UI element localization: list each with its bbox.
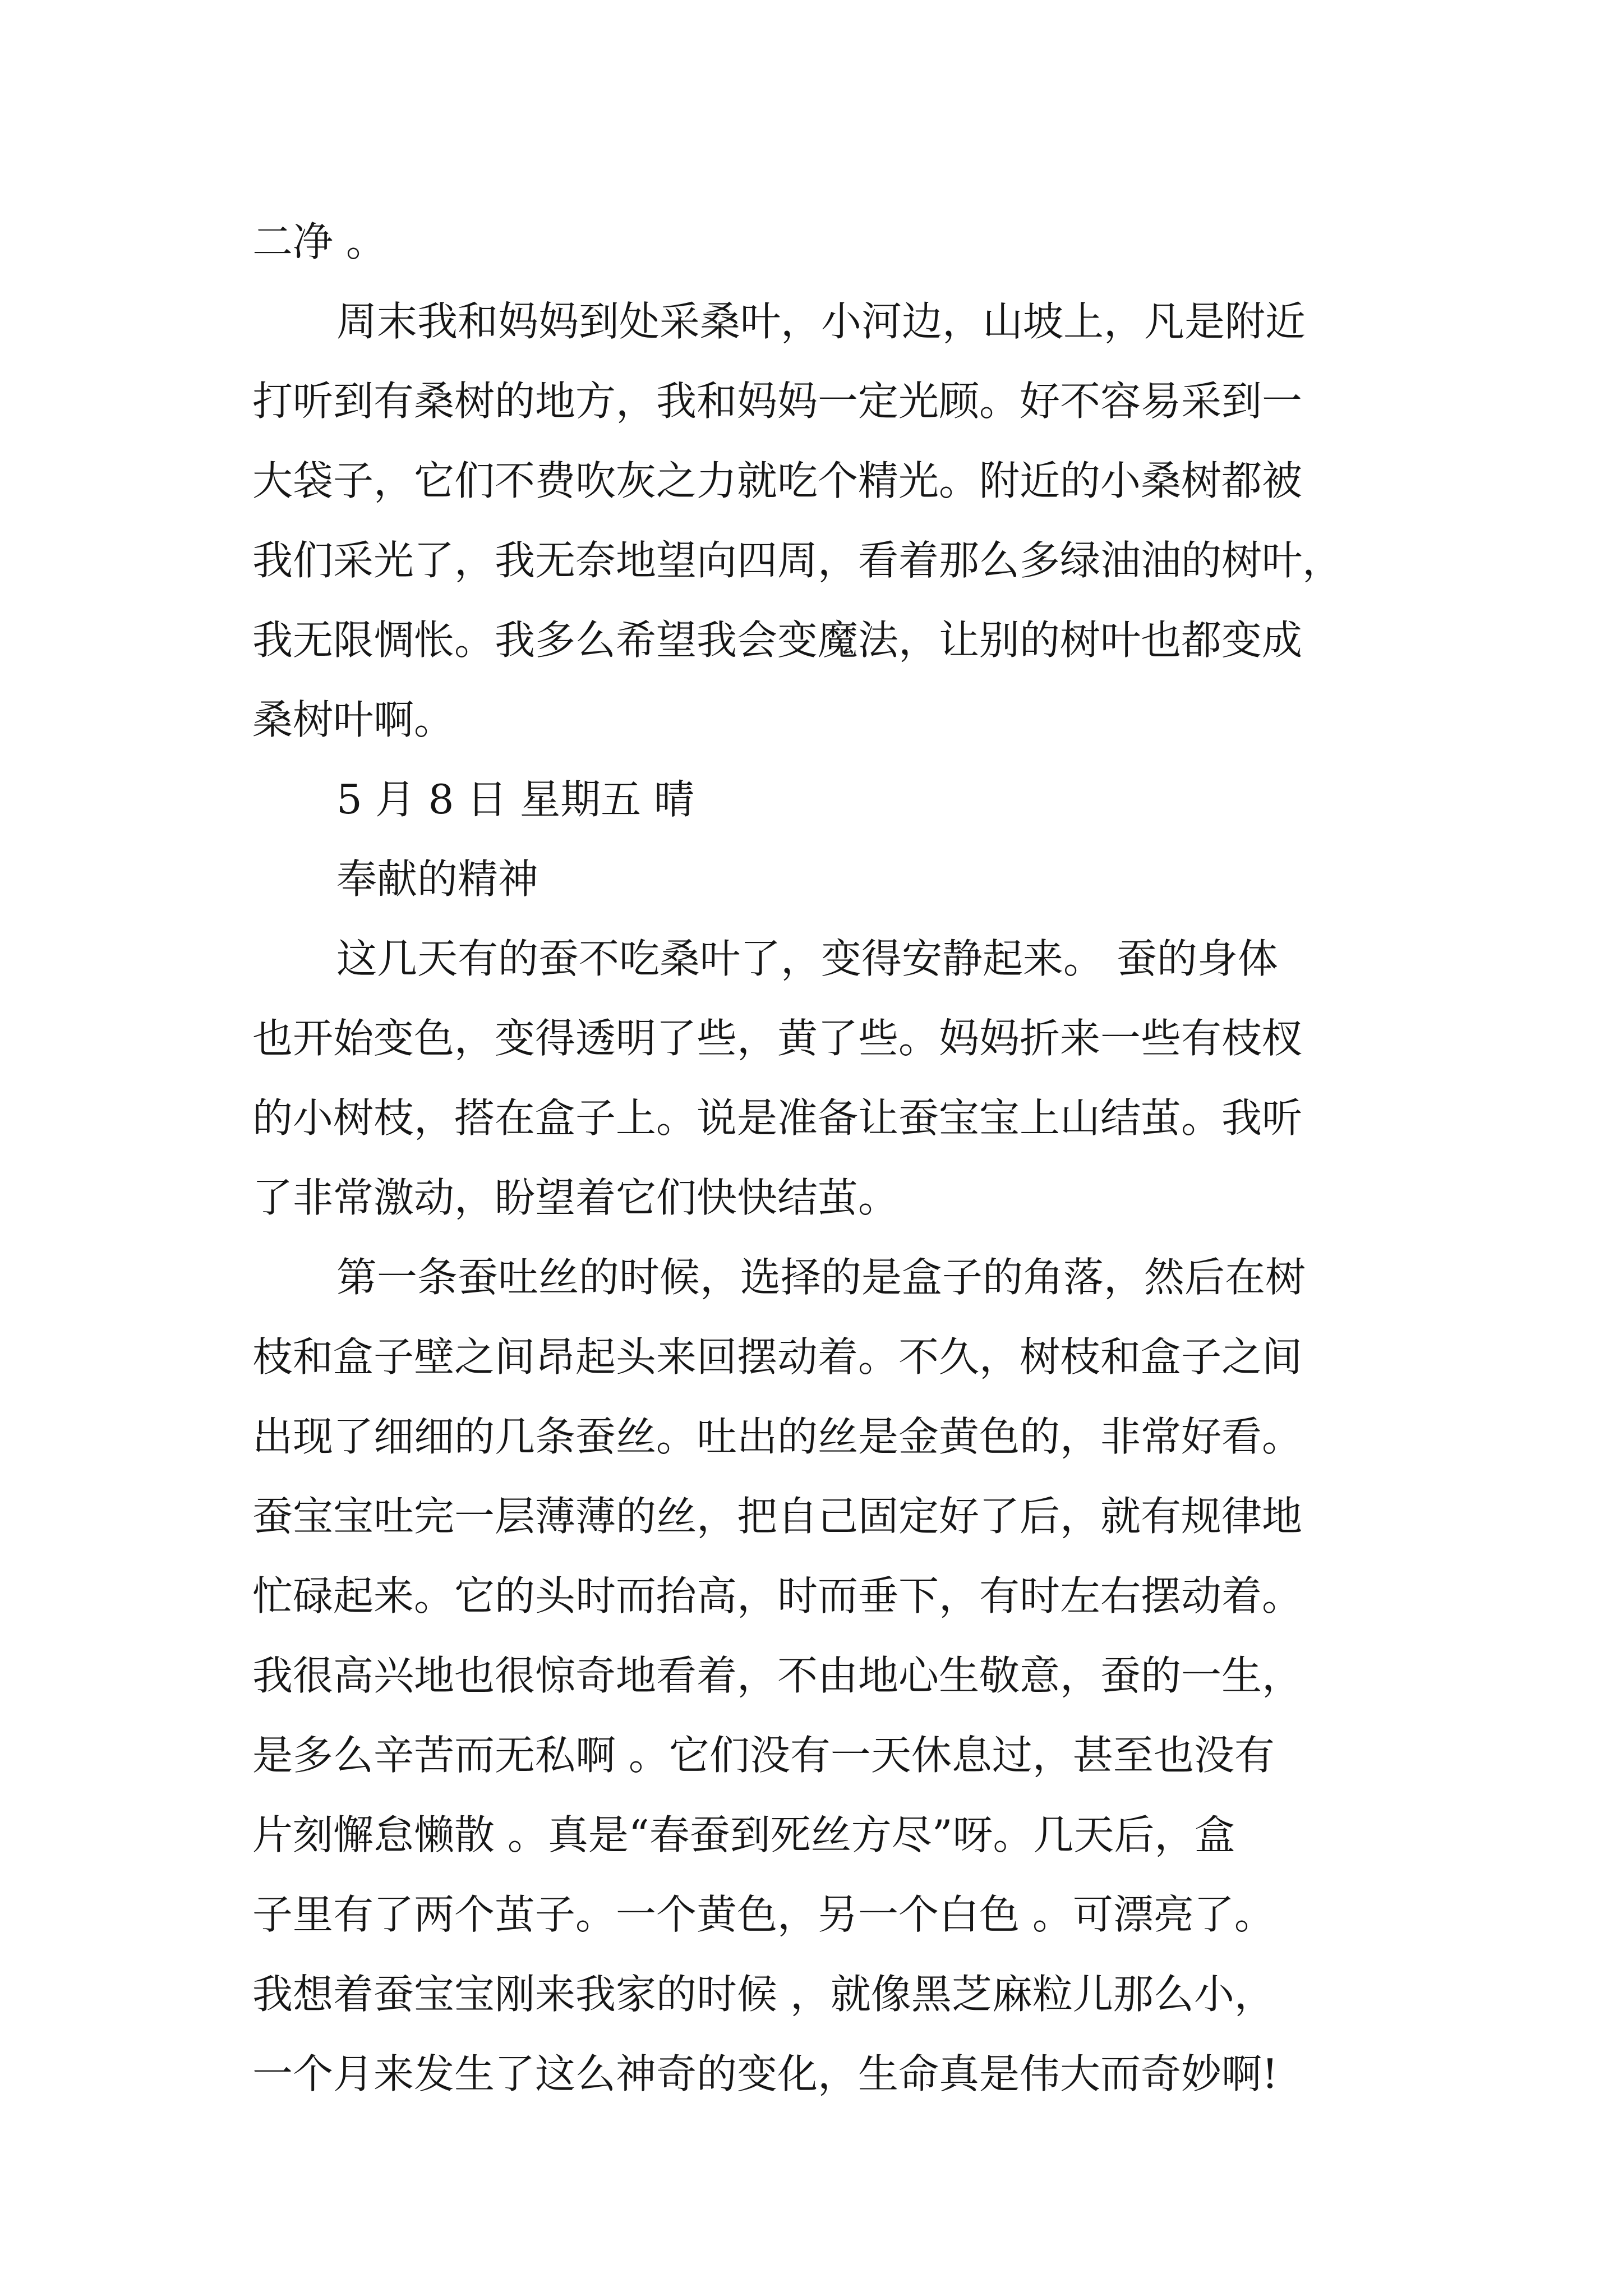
text-line: 周末我和妈妈到处采桑叶，小河边，山坡上，凡是附近 [336, 298, 1306, 345]
text-line: 二净 。 [252, 218, 386, 265]
text-line: 大袋子，它们不费吹灰之力就吃个精光。附近的小桑树都被 [252, 457, 1303, 504]
text-line: 这几天有的蚕不吃桑叶了，变得安静起来。 蚕的身体 [336, 935, 1278, 982]
text-line: 的小树枝，搭在盒子上。说是准备让蚕宝宝上山结茧。我听 [252, 1094, 1303, 1142]
text-line: 忙碌起来。它的头时而抬高，时而垂下，有时左右摆动着。 [252, 1572, 1303, 1619]
text-line: 子里有了两个茧子。一个黄色，另一个白色 。可漂亮了。 [252, 1891, 1275, 1938]
text-line: 一个月来发生了这么神奇的变化，生命真是伟大而奇妙啊! [252, 2050, 1278, 2097]
text-line: 桑树叶啊。 [252, 696, 455, 743]
text-line: 蚕宝宝吐完一层薄薄的丝，把自己固定好了后，就有规律地 [252, 1493, 1303, 1540]
text-line: 我无限惆怅。我多么希望我会变魔法，让别的树叶也都变成 [252, 616, 1303, 664]
text-line: 出现了细细的几条蚕丝。吐出的丝是金黄色的，非常好看。 [252, 1413, 1303, 1460]
text-line: 第一条蚕吐丝的时候，选择的是盒子的角落，然后在树 [336, 1254, 1306, 1301]
text-line: 我们采光了，我无奈地望向四周，看着那么多绿油油的树叶， [252, 537, 1343, 584]
diary-date: 5 月 8 日 星期五 晴 [336, 776, 695, 823]
text-line: 是多么辛苦而无私啊 。它们没有一天休息过，甚至也没有 [252, 1732, 1275, 1779]
text-line: 也开始变色，变得透明了些，黄了些。妈妈折来一些有枝杈 [252, 1015, 1303, 1062]
text-line: 我想着蚕宝宝刚来我家的时候 ，就像黑芝麻粒儿那么小， [252, 1971, 1275, 2018]
text-line: 我很高兴地也很惊奇地看着，不由地心生敬意，蚕的一生， [252, 1652, 1303, 1699]
diary-title: 奉献的精神 [336, 855, 539, 903]
document-body [252, 202, 1396, 2114]
text-line: 枝和盒子壁之间昂起头来回摆动着。不久，树枝和盒子之间 [252, 1333, 1303, 1381]
text-line: 打听到有桑树的地方，我和妈妈一定光顾。好不容易采到一 [252, 378, 1303, 425]
text-line: 片刻懈怠懒散 。真是“春蚕到死丝方尽”呀。几天后，盒 [252, 1811, 1235, 1858]
text-line: 了非常激动，盼望着它们快快结茧。 [252, 1174, 899, 1221]
